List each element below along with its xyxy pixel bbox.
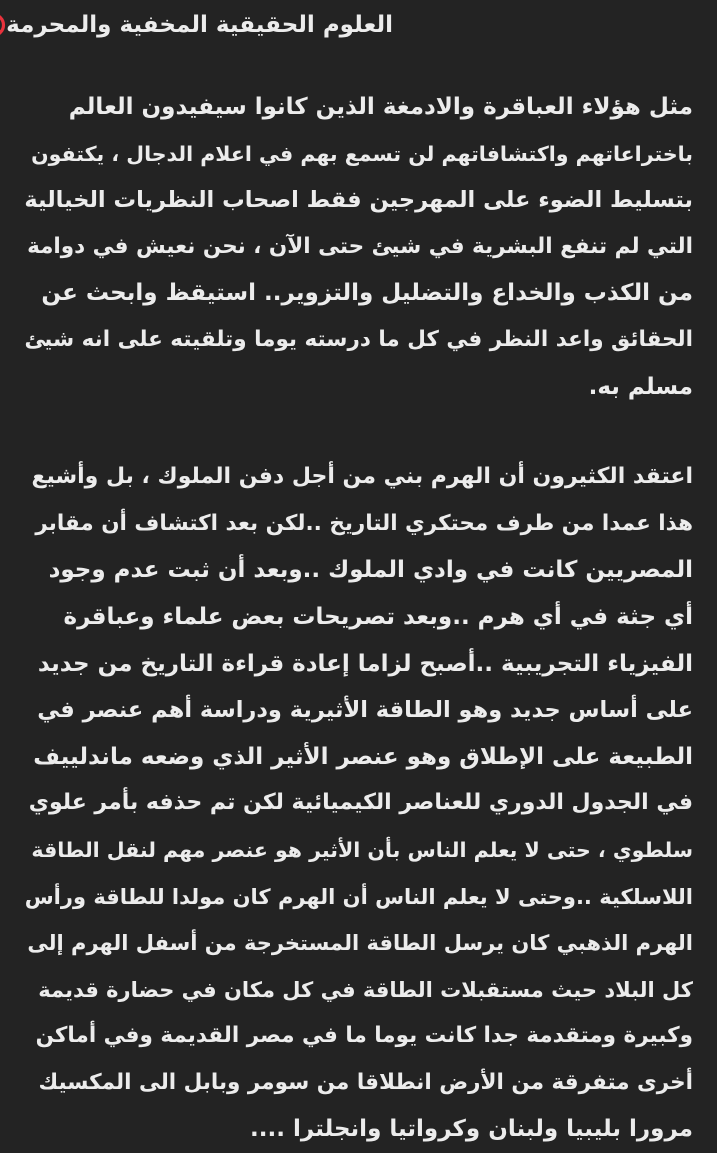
post-title-line (24, 6, 393, 44)
text-line: كل البلاد حيث مستقبلات الطاقة في كل مكان في حضارة قديمة (24, 967, 693, 1014)
text-line: الفيزياء التجريبية ..أصبح لزاما إعادة قراءة التاريخ من جديد (24, 641, 693, 688)
text-line: سلطوي ، حتى لا يعلم الناس بأن الأثير هو عنصر مهم لنقل الطاقة (24, 827, 693, 874)
text-line: المصريين كانت في وادي الملوك ..وبعد أن ثبت عدم وجود (24, 547, 693, 594)
post-title: العلوم الحقيقية المخفية والمحرمة (6, 6, 393, 44)
prohibited-icon (0, 12, 6, 38)
text-line: التي لم تنفع البشرية في شيئ حتى الآن ، نحن نعيش في دوامة (24, 224, 693, 271)
text-line: بتسليط الضوء على المهرجين فقط اصحاب النظريات الخيالية (24, 177, 693, 224)
text-line: اللاسلكية ..وحتى لا يعلم الناس أن الهرم كان مولدا للطاقة ورأس (24, 874, 693, 921)
text-line: مرورا بليبيا ولبنان وكرواتيا وانجلترا .... (24, 1106, 693, 1153)
text-line: من الكذب والخداع والتضليل والتزوير.. استيقظ وابحث عن (24, 270, 693, 317)
paragraph-1 (24, 84, 693, 410)
text-line: الحقائق واعد النظر في كل ما درسته يوما وتلقيته على انه شيئ (24, 317, 693, 364)
text-line: مسلم به. (24, 364, 693, 411)
text-line: على أساس جديد وهو الطاقة الأثيرية ودراسة أهم عنصر في (24, 687, 693, 734)
text-line: الطبيعة على الإطلاق وهو عنصر الأثير الذي وضعه ماندلييف (24, 734, 693, 781)
paragraph-2 (24, 454, 693, 1153)
text-line: الهرم الذهبي كان يرسل الطاقة المستخرجة من أسفل الهرم إلى (24, 920, 693, 967)
text-line: في الجدول الدوري للعناصر الكيميائية لكن تم حذفه بأمر علوي (24, 780, 693, 827)
text-line: باختراعاتهم واكتشافاتهم لن تسمع بهم في اعلام الدجال ، يكتفون (24, 131, 693, 178)
text-line: مثل هؤلاء العباقرة والادمغة الذين كانوا سيفيدون العالم (24, 84, 693, 131)
text-line: وكبيرة ومتقدمة جدا كانت يوما ما في مصر القديمة وفي أماكن (24, 1013, 693, 1060)
text-line: هذا عمدا من طرف محتكري التاريخ ..لكن بعد اكتشاف أن مقابر (24, 501, 693, 548)
text-line: اعتقد الكثيرون أن الهرم بني من أجل دفن الملوك ، بل وأشيع (24, 454, 693, 501)
text-line: أي جثة في أي هرم ..وبعد تصريحات بعض علماء وعباقرة (24, 594, 693, 641)
text-line: أخرى متفرقة من الأرض انطلاقا من سومر وبابل الى المكسيك (24, 1060, 693, 1107)
